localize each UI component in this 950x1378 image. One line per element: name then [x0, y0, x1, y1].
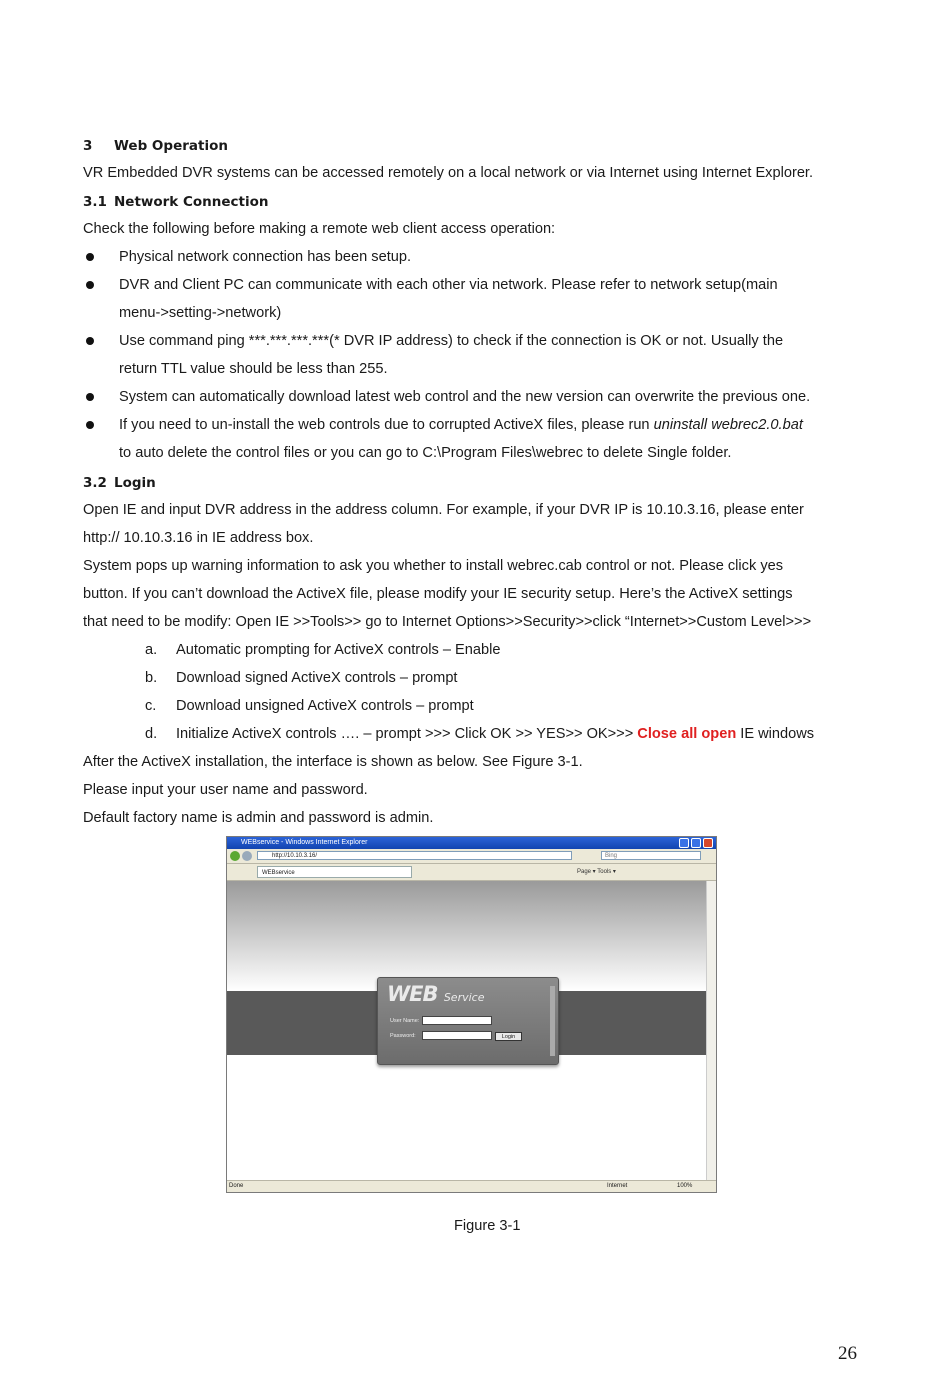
ie-address-bar: [227, 849, 716, 864]
step-a-text: Automatic prompting for ActiveX controls – Enable: [176, 642, 501, 658]
bullet-2-line-1: DVR and Client PC can communicate with each other via network. Please refer to network setup(main: [119, 277, 778, 293]
section-3-2-title: Login: [114, 475, 156, 491]
section-3-1-number: 3.1: [83, 194, 107, 210]
status-done: Done: [229, 1183, 244, 1189]
intro-paragraph: VR Embedded DVR systems can be accessed remotely on a local network or via Internet using Internet Explorer.: [83, 165, 814, 181]
section-3-1-title: Network Connection: [114, 194, 269, 210]
background-gradient: [227, 881, 708, 991]
figure-caption: Figure 3-1: [454, 1218, 521, 1234]
status-zoom: 100%: [677, 1183, 693, 1189]
ie-window-title: WEBservice - Windows Internet Explorer: [241, 839, 368, 846]
tab-webservice: WEBservice: [257, 866, 412, 878]
status-zone: Internet: [607, 1183, 628, 1189]
login-paragraph-line-4: button. If you can’t download the ActiveX file, please modify your IE security setup. Here’s the ActiveX settings: [83, 586, 793, 602]
step-c-text: Download unsigned ActiveX controls – prompt: [176, 698, 474, 714]
section-3-2-number: 3.2: [83, 475, 107, 491]
step-d-post: IE windows: [736, 726, 815, 742]
forward-icon: [242, 851, 252, 861]
username-label: User Name:: [390, 1018, 420, 1024]
maximize-icon: [691, 838, 701, 848]
login-paragraph-line-2: http:// 10.10.3.16 in IE address box.: [83, 530, 314, 546]
ie-page-content: [227, 881, 708, 1182]
logo-sub: Service: [443, 991, 485, 1004]
bullet-marker: [86, 281, 94, 289]
login-paragraph-line-1: Open IE and input DVR address in the address column. For example, if your DVR IP is 10.10.3.16, please enter: [83, 502, 804, 518]
bullet-marker: [86, 421, 94, 429]
bullet-marker: [86, 337, 94, 345]
ie-status-bar: [227, 1180, 716, 1192]
address-field: http://10.10.3.16/: [257, 851, 572, 860]
bullet-5-line-1: [119, 411, 803, 439]
bullet-4-line-1: System can automatically download latest web control and the new version can overwrite the previous one.: [119, 389, 811, 405]
web-service-logo: [387, 982, 484, 1006]
login-paragraph-line-3: System pops up warning information to ask you whether to install webrec.cab control or not. Please click yes: [83, 558, 784, 574]
ie-title-bar: [227, 837, 716, 849]
bullet-marker: [86, 393, 94, 401]
scrollbar: [706, 881, 716, 1182]
step-b-label: b.: [145, 670, 158, 686]
figure-3-1-screenshot: [226, 836, 717, 1193]
minimize-icon: [679, 838, 689, 848]
close-icon: [703, 838, 713, 848]
password-label: Password:: [390, 1033, 416, 1039]
step-d-pre: Initialize ActiveX controls …. – prompt >>> Click OK >> YES>> OK>>>: [176, 726, 638, 742]
step-d-label: d.: [145, 726, 158, 742]
bullet-3-line-2: return TTL value should be less than 255.: [119, 361, 388, 377]
bullet-5-text: If you need to un-install the web controls due to corrupted ActiveX files, please run: [119, 417, 654, 433]
section-3-title: Web Operation: [114, 138, 228, 154]
uninstall-script-name: uninstall webrec2.0.bat: [653, 417, 803, 433]
password-input: [422, 1031, 492, 1040]
after-line-1: After the ActiveX installation, the interface is shown as below. See Figure 3-1.: [83, 754, 583, 770]
bullet-1-line-1: Physical network connection has been setup.: [119, 249, 412, 265]
username-input: [422, 1016, 492, 1025]
section-3-number: 3: [83, 138, 93, 154]
bullet-2-line-2: menu->setting->network): [119, 305, 282, 321]
step-d-text: [176, 720, 814, 748]
panel-handle: [550, 986, 555, 1056]
close-all-open-highlight: Close all open: [637, 726, 737, 742]
search-field: Bing: [601, 851, 701, 860]
after-line-3: Default factory name is admin and password is admin.: [83, 810, 434, 826]
step-a-label: a.: [145, 642, 158, 658]
login-button: Login: [495, 1032, 522, 1041]
ie-tab-bar: [227, 864, 716, 881]
bullet-5-line-2: to auto delete the control files or you can go to C:\Program Files\webrec to delete Single folder.: [119, 445, 732, 461]
ie-toolbar-commands: Page ▾ Tools ▾: [577, 869, 616, 875]
login-panel: [377, 977, 559, 1065]
check-intro: Check the following before making a remote web client access operation:: [83, 221, 556, 237]
step-c-label: c.: [145, 698, 157, 714]
bullet-3-line-1: Use command ping ***.***.***.***(* DVR IP address) to check if the connection is OK or not. Usually the: [119, 333, 784, 349]
after-line-2: Please input your user name and password.: [83, 782, 368, 798]
login-paragraph-line-5: that need to be modify: Open IE >>Tools>> go to Internet Options>>Security>>click “Internet>>Custom Level>>>: [83, 614, 812, 630]
back-icon: [230, 851, 240, 861]
step-b-text: Download signed ActiveX controls – prompt: [176, 670, 458, 686]
bullet-marker: [86, 253, 94, 261]
page-number: 26: [838, 1343, 857, 1364]
logo-main: WEB: [387, 982, 438, 1006]
